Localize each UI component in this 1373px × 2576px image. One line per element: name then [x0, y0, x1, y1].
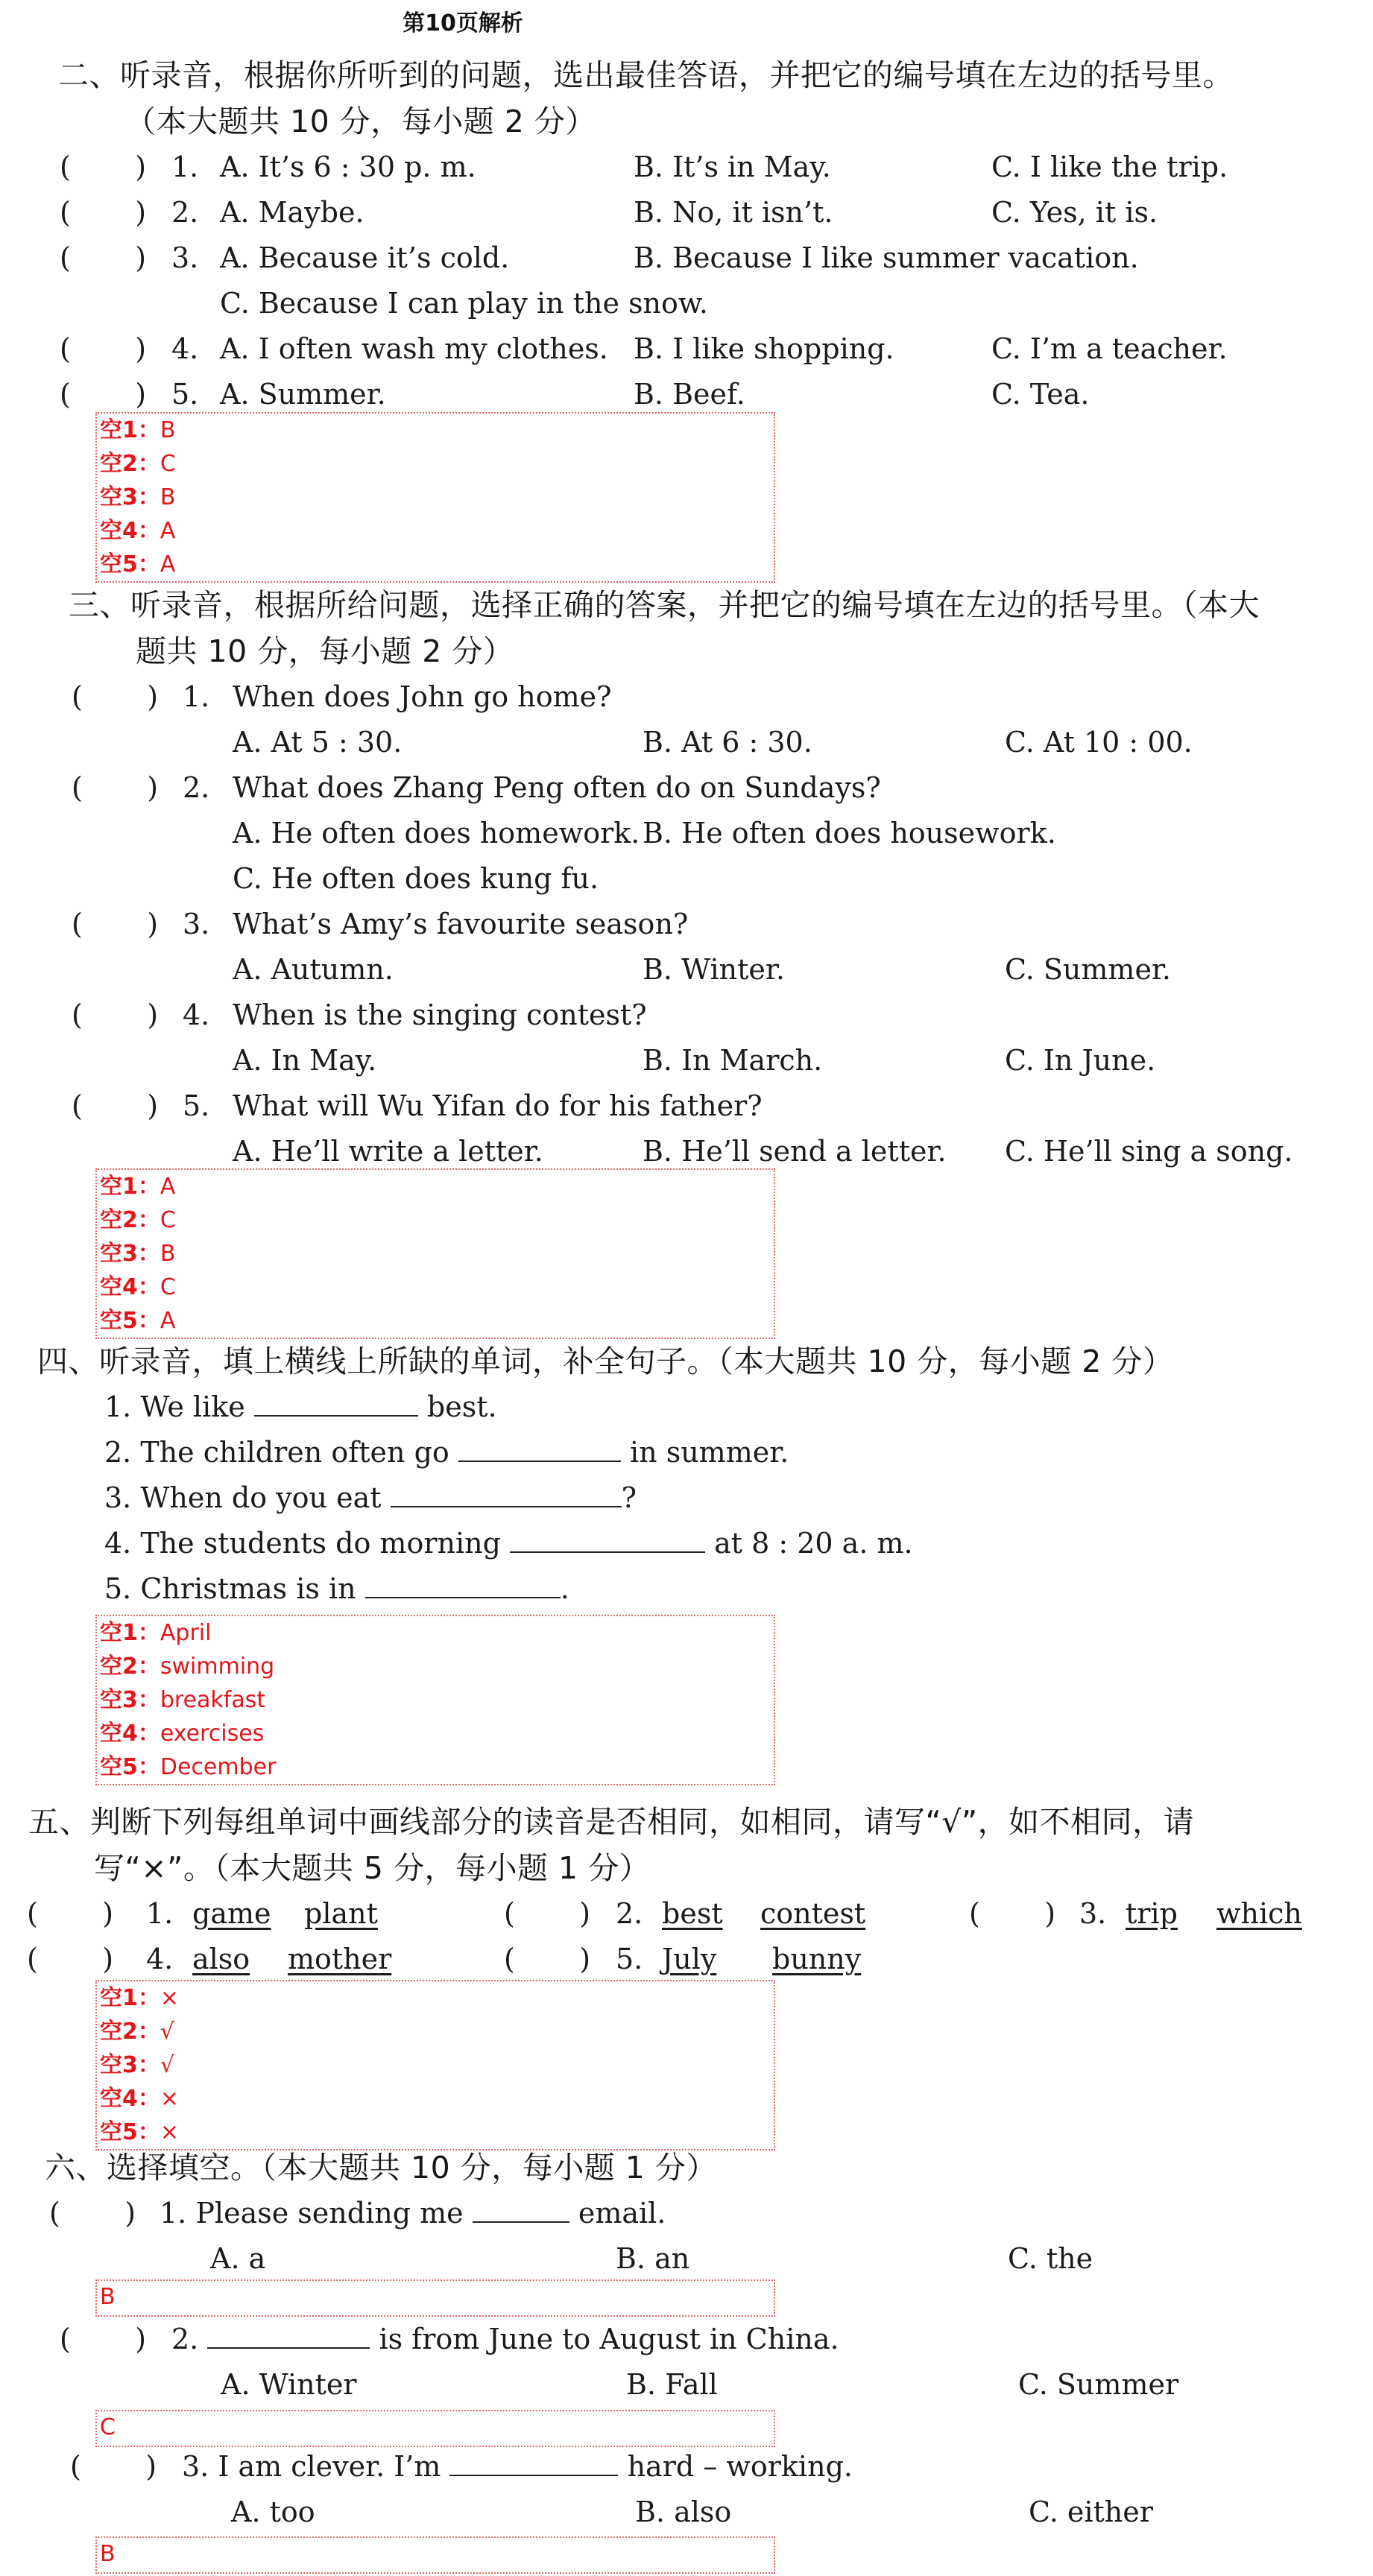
- answer-paren[interactable]: ( ): [60, 378, 148, 411]
- answer-paren[interactable]: ( ): [72, 771, 160, 804]
- fill-blank[interactable]: [365, 1570, 561, 1598]
- answer-paren[interactable]: ( ): [504, 1943, 593, 1975]
- option-c: C. Tea.: [991, 378, 1090, 411]
- word: bunny: [772, 1943, 862, 1975]
- word: also: [192, 1943, 250, 1975]
- answer-line: 空5：A: [100, 551, 176, 577]
- answer-paren[interactable]: ( ): [27, 1897, 116, 1930]
- question-text: What does Zhang Peng often do on Sundays?: [233, 771, 881, 804]
- s4-item-3: 3. When do you eat ?: [0, 1475, 1373, 1521]
- option-c: C. He often does kung fu.: [233, 862, 599, 895]
- answer-paren[interactable]: ( ): [60, 241, 148, 274]
- option-b: B. He often does housework.: [643, 817, 1056, 849]
- s3-options-4: [0, 1038, 1373, 1083]
- s3-options-2: [0, 811, 1373, 856]
- section-6-q2: [0, 2317, 1373, 2408]
- question-text: When does John go home?: [233, 680, 612, 713]
- s6-answer-box-1: [95, 2279, 775, 2317]
- s4-item-4: 4. The students do morning at 8 : 20 a. m.: [0, 1521, 1373, 1566]
- s6-options-3: [0, 2490, 1373, 2535]
- answer-line: 空3：B: [100, 484, 176, 510]
- fill-blank[interactable]: [207, 2320, 370, 2349]
- s3-question-4: ( ) 4. When is the singing contest?: [0, 993, 1373, 1038]
- option-b: B. an: [616, 2242, 690, 2275]
- answer-line: 空2：√: [100, 2019, 174, 2045]
- answer-value: C: [100, 2414, 116, 2440]
- option-c: C. the: [1008, 2242, 1093, 2275]
- s2-question-2: ( ) 2. A. Maybe. B. No, it isn’t. C. Yes, it is.: [0, 190, 1373, 235]
- s4-item-1: 1. We like best.: [0, 1384, 1373, 1430]
- fill-blank[interactable]: [510, 1525, 705, 1553]
- answer-value: B: [100, 2284, 116, 2310]
- section-6: [0, 2145, 1373, 2282]
- s5-row-1: ( ) 1. game plant ( ) 2. best contest ( ) 3. trip which: [0, 1891, 1373, 1937]
- option-b: B. also: [635, 2496, 732, 2528]
- s2-question-1: ( ) 1. A. It’s 6 : 30 p. m. B. It’s in May. C. I like the trip.: [0, 145, 1373, 190]
- answer-line: 空5：×: [100, 2119, 180, 2145]
- fill-blank[interactable]: [391, 1479, 622, 1507]
- s3-question-5: ( ) 5. What will Wu Yifan do for his father?: [0, 1083, 1373, 1129]
- section-2: [0, 52, 1373, 417]
- option-a: A. He often does homework.: [233, 817, 640, 849]
- answer-paren[interactable]: ( ): [70, 2450, 159, 2483]
- option-c: C. Because I can play in the snow.: [220, 287, 708, 320]
- answer-line: 空4：C: [100, 1274, 176, 1300]
- s6-question-3: ( ) 3. I am clever. I’m hard – working.: [0, 2444, 1373, 2490]
- option-b: B. Because I like summer vacation.: [634, 241, 1139, 274]
- answer-line: 空4：×: [100, 2086, 180, 2112]
- option-b: B. Winter.: [643, 953, 785, 986]
- option-a: A. Winter: [221, 2368, 357, 2401]
- option-a: A. too: [231, 2496, 315, 2528]
- section-6-heading: 六、选择填空。（本大题共 10 分，每小题 1 分）: [45, 2150, 717, 2186]
- answer-line: 空2：C: [100, 451, 176, 477]
- answer-paren[interactable]: ( ): [27, 1943, 116, 1975]
- answer-paren[interactable]: ( ): [969, 1897, 1058, 1930]
- s5-row-2: ( ) 4. also mother ( ) 5. July bunny: [0, 1937, 1373, 1982]
- s4-answer-box: [95, 1615, 775, 1785]
- answer-paren[interactable]: ( ): [60, 332, 148, 365]
- option-a: A. Maybe.: [220, 196, 364, 229]
- word: trip: [1126, 1897, 1178, 1930]
- option-c: C. In June.: [1005, 1044, 1156, 1077]
- s5-answer-box: [95, 1980, 775, 2151]
- section-3-heading: 三、听录音，根据所给问题，选择正确的答案，并把它的编号填在左边的括号里。（本大 题共 10 分，每小题 2 分）: [69, 587, 1260, 669]
- word: plant: [304, 1897, 378, 1930]
- question-text: What will Wu Yifan do for his father?: [233, 1089, 763, 1122]
- fill-blank[interactable]: [458, 1434, 621, 1462]
- word: contest: [760, 1897, 866, 1930]
- answer-line: 空1：A: [100, 1174, 176, 1200]
- s3-options-3: [0, 947, 1373, 993]
- word: which: [1216, 1897, 1302, 1930]
- answer-line: 空1：April: [100, 1620, 212, 1646]
- option-a: A. Autumn.: [233, 953, 394, 986]
- option-c: C. Summer: [1018, 2368, 1179, 2401]
- option-a: A. a: [210, 2242, 266, 2275]
- option-b: B. I like shopping.: [634, 332, 894, 365]
- answer-line: 空3：breakfast: [100, 1687, 266, 1713]
- answer-line: 空5：A: [100, 1308, 176, 1334]
- option-c: C. I’m a teacher.: [991, 332, 1228, 365]
- answer-line: 空2：C: [100, 1207, 176, 1233]
- s2-question-4: ( ) 4. A. I often wash my clothes. B. I like shopping. C. I’m a teacher.: [0, 326, 1373, 372]
- s3-options-5: [0, 1129, 1373, 1174]
- section-5: [0, 1799, 1373, 1982]
- section-3: [0, 582, 1373, 1174]
- word: game: [192, 1897, 271, 1930]
- word: best: [662, 1897, 723, 1930]
- answer-paren[interactable]: ( ): [49, 2197, 138, 2230]
- question-text: When is the singing contest?: [233, 999, 647, 1031]
- answer-paren[interactable]: ( ): [72, 999, 160, 1031]
- answer-paren[interactable]: ( ): [60, 151, 148, 183]
- option-a: A. It’s 6 : 30 p. m.: [220, 151, 476, 183]
- answer-paren[interactable]: ( ): [72, 1089, 160, 1122]
- word: July: [662, 1943, 717, 1975]
- answer-line: 空4：exercises: [100, 1721, 265, 1747]
- s2-question-3-extra: [0, 281, 1373, 326]
- section-2-heading: 二、听录音，根据你所听到的问题，选出最佳答语，并把它的编号填在左边的括号里。 （本大题共 10 分，每小题 2 分）: [58, 57, 1234, 139]
- answer-line: 空5：December: [100, 1754, 277, 1780]
- answer-line: 空3：B: [100, 1241, 176, 1267]
- fill-blank[interactable]: [449, 2448, 618, 2476]
- fill-blank[interactable]: [254, 1388, 418, 1417]
- s2-question-3: ( ) 3. A. Because it’s cold. B. Because I like summer vacation.: [0, 235, 1373, 281]
- answer-line: 空2：swimming: [100, 1653, 275, 1680]
- s3-answer-box: [95, 1168, 775, 1339]
- s6-options-1: [0, 2236, 1373, 2282]
- option-c: C. At 10 : 00.: [1005, 726, 1193, 759]
- answer-paren[interactable]: ( ): [504, 1897, 593, 1930]
- s6-answer-box-2: [95, 2410, 775, 2447]
- answer-value: B: [100, 2541, 116, 2567]
- option-a: A. He’ll write a letter.: [233, 1135, 543, 1168]
- option-c: C. Summer.: [1005, 953, 1172, 986]
- s3-question-1: ( ) 1. When does John go home?: [0, 674, 1373, 720]
- option-a: A. In May.: [233, 1044, 377, 1077]
- option-b: B. Fall: [626, 2368, 718, 2401]
- word: mother: [288, 1943, 392, 1975]
- option-a: A. Summer.: [220, 378, 386, 411]
- answer-line: 空1：B: [100, 417, 176, 443]
- option-b: B. He’ll send a letter.: [643, 1135, 947, 1168]
- s6-answer-box-3: [95, 2537, 775, 2574]
- option-a: A. I often wash my clothes.: [220, 332, 608, 365]
- s4-item-2: 2. The children often go in summer.: [0, 1430, 1373, 1475]
- s2-question-5: ( ) 5. A. Summer. B. Beef. C. Tea.: [0, 372, 1373, 417]
- answer-line: 空1：×: [100, 1985, 180, 2011]
- answer-line: 空4：A: [100, 518, 176, 544]
- s3-options-1: [0, 720, 1373, 765]
- section-5-heading: 五、判断下列每组单词中画线部分的读音是否相同，如相同，请写“√”，如不相同，请 写“×”。（本大题共 5 分，每小题 1 分）: [28, 1804, 1195, 1886]
- option-b: B. Beef.: [634, 378, 745, 411]
- page-title: 第10页解析: [403, 10, 523, 37]
- section-4: [0, 1338, 1373, 1612]
- s6-options-2: [0, 2362, 1373, 2408]
- option-a: A. At 5 : 30.: [233, 726, 403, 759]
- question-text: What’s Amy’s favourite season?: [233, 908, 689, 940]
- s3-options-2-extra: [0, 856, 1373, 902]
- option-b: B. It’s in May.: [634, 151, 831, 183]
- option-c: C. I like the trip.: [991, 151, 1228, 183]
- s3-question-2: ( ) 2. What does Zhang Peng often do on Sundays?: [0, 765, 1373, 811]
- option-b: B. At 6 : 30.: [643, 726, 812, 759]
- s3-question-3: ( ) 3. What’s Amy’s favourite season?: [0, 902, 1373, 947]
- answer-paren[interactable]: ( ): [60, 196, 148, 229]
- option-c: C. either: [1029, 2496, 1153, 2528]
- s4-item-5: 5. Christmas is in .: [0, 1566, 1373, 1612]
- answer-line: 空3：√: [100, 2052, 174, 2078]
- section-4-heading: 四、听录音，填上横线上所缺的单词，补全句子。（本大题共 10 分，每小题 2 分）: [37, 1344, 1174, 1379]
- fill-blank[interactable]: [473, 2194, 569, 2223]
- s6-question-2: ( ) 2. is from June to August in China.: [0, 2317, 1373, 2362]
- option-a: A. Because it’s cold.: [220, 241, 510, 274]
- option-b: B. No, it isn’t.: [634, 196, 833, 229]
- s2-answer-box: [95, 412, 775, 583]
- option-c: C. He’ll sing a song.: [1005, 1135, 1293, 1168]
- option-b: B. In March.: [643, 1044, 823, 1077]
- option-c: C. Yes, it is.: [991, 196, 1158, 229]
- answer-paren[interactable]: ( ): [72, 680, 160, 713]
- answer-paren[interactable]: ( ): [72, 908, 160, 940]
- s6-question-1: ( ) 1. Please sending me email.: [0, 2191, 1373, 2236]
- answer-paren[interactable]: ( ): [60, 2323, 148, 2355]
- section-6-q3: [0, 2444, 1373, 2535]
